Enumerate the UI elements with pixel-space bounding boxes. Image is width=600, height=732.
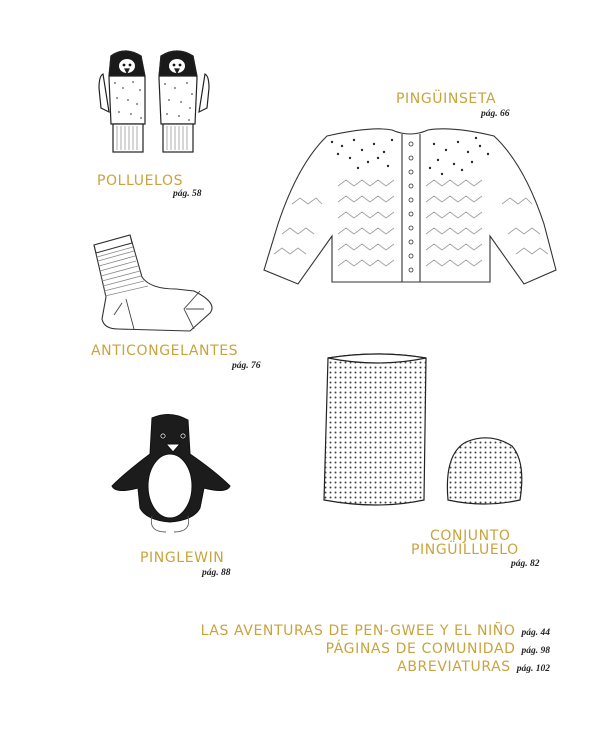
item-title-pinguinseta: PINGÜINSETA	[396, 91, 497, 107]
toc-page: pág. 44	[521, 628, 550, 638]
item-page-conjunto: pág. 82	[511, 559, 540, 569]
toc-page: pág. 102	[516, 664, 550, 674]
toc-title: ABREVIATURAS	[397, 659, 511, 675]
striped-sock-illustration	[90, 233, 220, 333]
item-page-anticongelantes: pág. 76	[232, 361, 261, 371]
item-page-pinguinseta: pág. 66	[481, 109, 510, 119]
item-page-polluelos: pág. 58	[173, 189, 202, 199]
item-title-conjunto-line1: CONJUNTO	[430, 528, 511, 544]
toc-entry-comunidad	[326, 642, 550, 657]
item-title-anticongelantes: ANTICONGELANTES	[91, 343, 239, 359]
toc-title: PÁGINAS DE COMUNIDAD	[325, 641, 516, 657]
penguin-mittens-illustration	[95, 48, 215, 160]
item-title-pinglewin: PINGLEWIN	[140, 550, 225, 566]
zigzag-cardigan-illustration	[262, 124, 558, 292]
cowl-and-hat-illustration	[318, 350, 538, 518]
penguin-toy-illustration	[108, 412, 234, 536]
item-page-pinglewin: pág. 88	[202, 568, 231, 578]
item-title-polluelos: POLLUELOS	[97, 173, 184, 189]
toc-title: LAS AVENTURAS DE PEN-GWEE Y EL NIÑO	[200, 623, 516, 639]
toc-entry-aventuras	[201, 624, 550, 639]
toc-page: pág. 98	[521, 646, 550, 656]
item-title-conjunto-line2: PINGÜILLUELO	[411, 542, 519, 558]
toc-entry-abreviaturas	[397, 660, 550, 675]
